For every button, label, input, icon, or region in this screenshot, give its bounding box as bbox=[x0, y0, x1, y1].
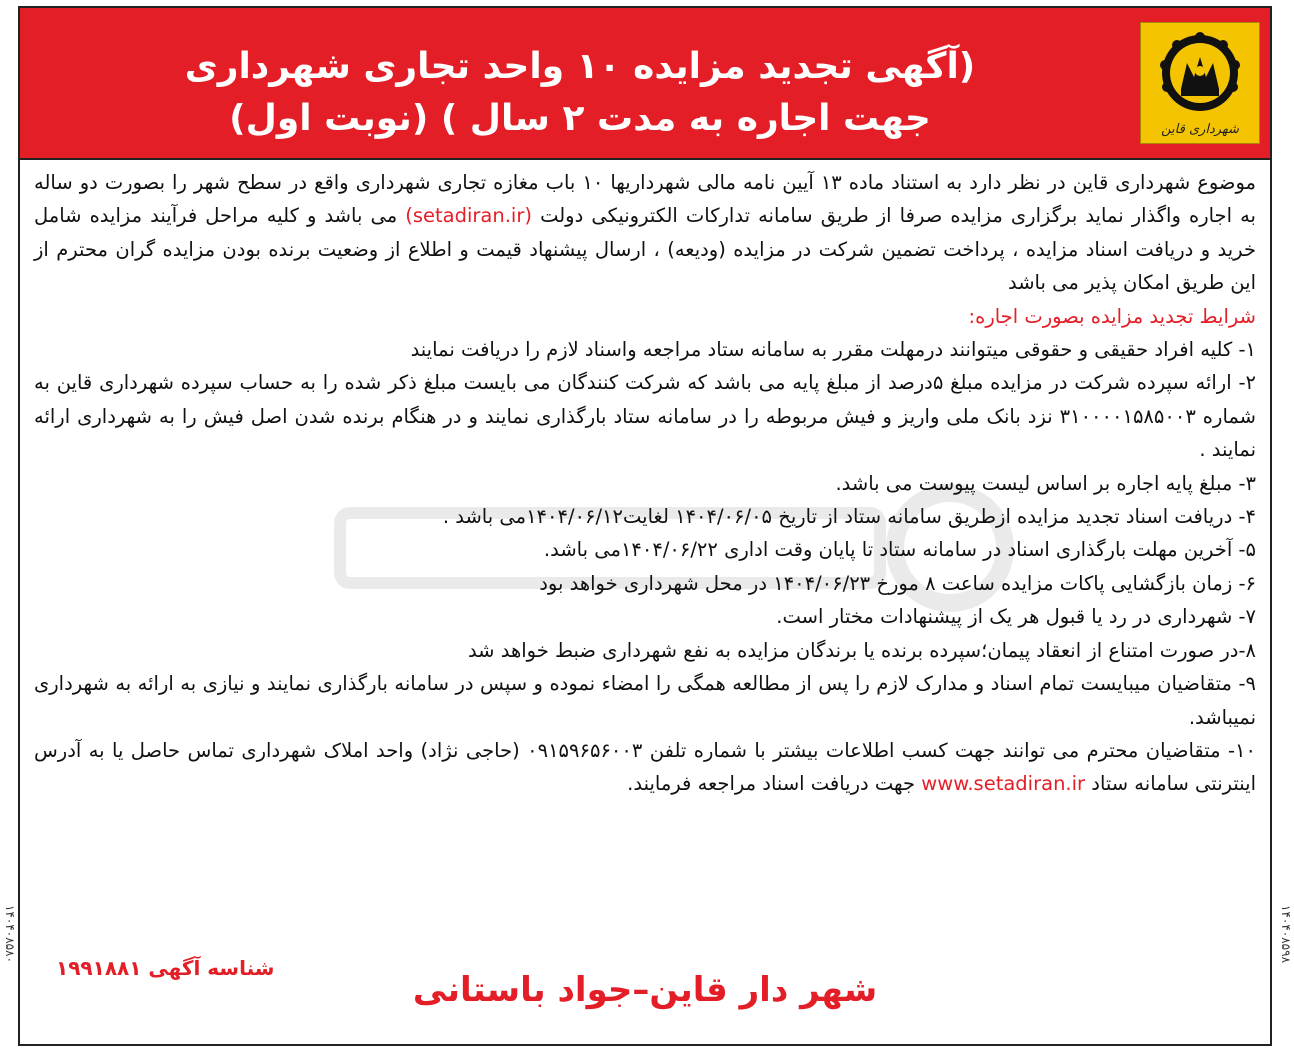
side-code-right: ۱۴۰۴۰۸۵۹۸ bbox=[1279, 905, 1293, 964]
advertisement-frame bbox=[18, 6, 1272, 1046]
crown-emblem-icon bbox=[1141, 23, 1259, 121]
header-banner bbox=[20, 8, 1270, 160]
condition-item-4: ۴- دریافت اسناد تجدید مزایده ازطریق سامانه ستاد از تاریخ ۱۴۰۴/۰۶/۰۵ لغایت۱۴۰۴/۰۶/۱۲می باشد . bbox=[442, 505, 1256, 529]
condition-item-2: ۲- ارائه سپرده شرکت در مزایده مبلغ ۵درصد از مبلغ پایه می باشد که شرکت کنندگان می بایست مبلغ ذکر شده را به حساب سپرده شهرداری قاین به شماره ۳۱۰۰۰۰۱۵۸۵۰۰۳ نزد بانک ملی واریز و فیش مربوطه را در سامانه ستاد بارگذاری نمایند و در هنگام برنده شدن اصل فیش را به شهرداری ارائه نمایند . bbox=[34, 371, 1256, 462]
setadiran-url-link[interactable]: www.setadiran.ir bbox=[921, 772, 1086, 796]
intro-text-1: موضوع شهرداری قاین در نظر دارد به استناد ماده ۱۳ آیین نامه مالی شهرداریها ۱۰ باب مغازه تجاری شهرداری واقع در سطح شهر را بصورت دو ساله به اجاره واگذار نماید برگزاری مزایده صرفا از طریق سامانه تدارکات الکترونیکی دولت bbox=[34, 171, 1256, 228]
condition-item-9: ۹- متقاضیان میبایست تمام اسناد و مدارک لازم را پس از مطالعه همگی را امضاء نموده و سپس در سامانه بارگذاری نمایند و نیازی به ارائه به شهرداری نمیباشد. bbox=[34, 672, 1256, 729]
intro-text-2: می باشد و کلیه مراحل فرآیند مزایده شامل خرید و دریافت اسناد مزایده ، پرداخت تضمین شرکت در مزایده (ودیعه) ، ارسال پیشنهاد قیمت و اطلاع از وضعیت برنده بودن مزایده گران محترم از این طریق امکان پذیر می باشد bbox=[34, 204, 1256, 295]
item10-text-2: جهت دریافت اسناد مراجعه فرمایند. bbox=[627, 772, 922, 796]
title-line-1: (آگهی تجدید مزایده ۱۰ واحد تجاری شهرداری bbox=[184, 46, 976, 87]
ad-id: شناسه آگهی ۱۹۹۱۸۸۱ bbox=[56, 956, 275, 980]
side-code-left: ۱۴۰۴۰۸۵۸۰ bbox=[3, 905, 17, 964]
intro-paragraph bbox=[34, 166, 1256, 300]
setadiran-link[interactable]: (setadiran.ir) bbox=[405, 204, 532, 228]
item10-text-1: ۱۰- متقاضیان محترم می توانند جهت کسب اطلاعات بیشتر با شماره تلفن ۰۹۱۵۹۶۵۶۰۰۳ (حاجی نژاد) واحد املاک شهرداری تماس حاصل یا به آدرس اینترنتی سامانه ستاد bbox=[34, 738, 1256, 796]
logo-caption: شهرداری قاین bbox=[1161, 122, 1239, 137]
condition-item-8: ۸-در صورت امتناع از انعقاد پیمان؛سپرده برنده یا برندگان مزایده به نفع شهرداری ضبط خواهد شد bbox=[467, 638, 1256, 662]
condition-item-10 bbox=[34, 734, 1256, 801]
condition-item-3: ۳- مبلغ پایه اجاره بر اساس لیست پیوست می باشد. bbox=[835, 471, 1256, 495]
condition-item-5: ۵- آخرین مهلت بارگذاری اسناد در سامانه ستاد تا پایان وقت اداری ۱۴۰۴/۰۶/۲۲می باشد. bbox=[543, 538, 1256, 562]
mayor-signature: شهر دار قاین–جواد باستانی bbox=[412, 970, 878, 1010]
title-line-2: جهت اجاره به مدت ۲ سال ) (نوبت اول) bbox=[229, 98, 931, 139]
conditions-title: شرایط تجدید مزایده بصورت اجاره: bbox=[968, 304, 1256, 328]
condition-item-1: ۱- کلیه افراد حقیقی و حقوقی میتوانند درمهلت مقرر به سامانه ستاد مراجعه واسناد لازم را دریافت نمایند bbox=[410, 338, 1256, 362]
condition-item-7: ۷- شهرداری در رد یا قبول هر یک از پیشنهادات مختار است. bbox=[776, 605, 1256, 629]
municipality-logo bbox=[1140, 22, 1260, 144]
condition-item-6: ۶- زمان بازگشایی پاکات مزایده ساعت ۸ مورخ ۱۴۰۴/۰۶/۲۳ در محل شهرداری خواهد بود bbox=[539, 571, 1256, 595]
ad-body bbox=[34, 166, 1256, 801]
